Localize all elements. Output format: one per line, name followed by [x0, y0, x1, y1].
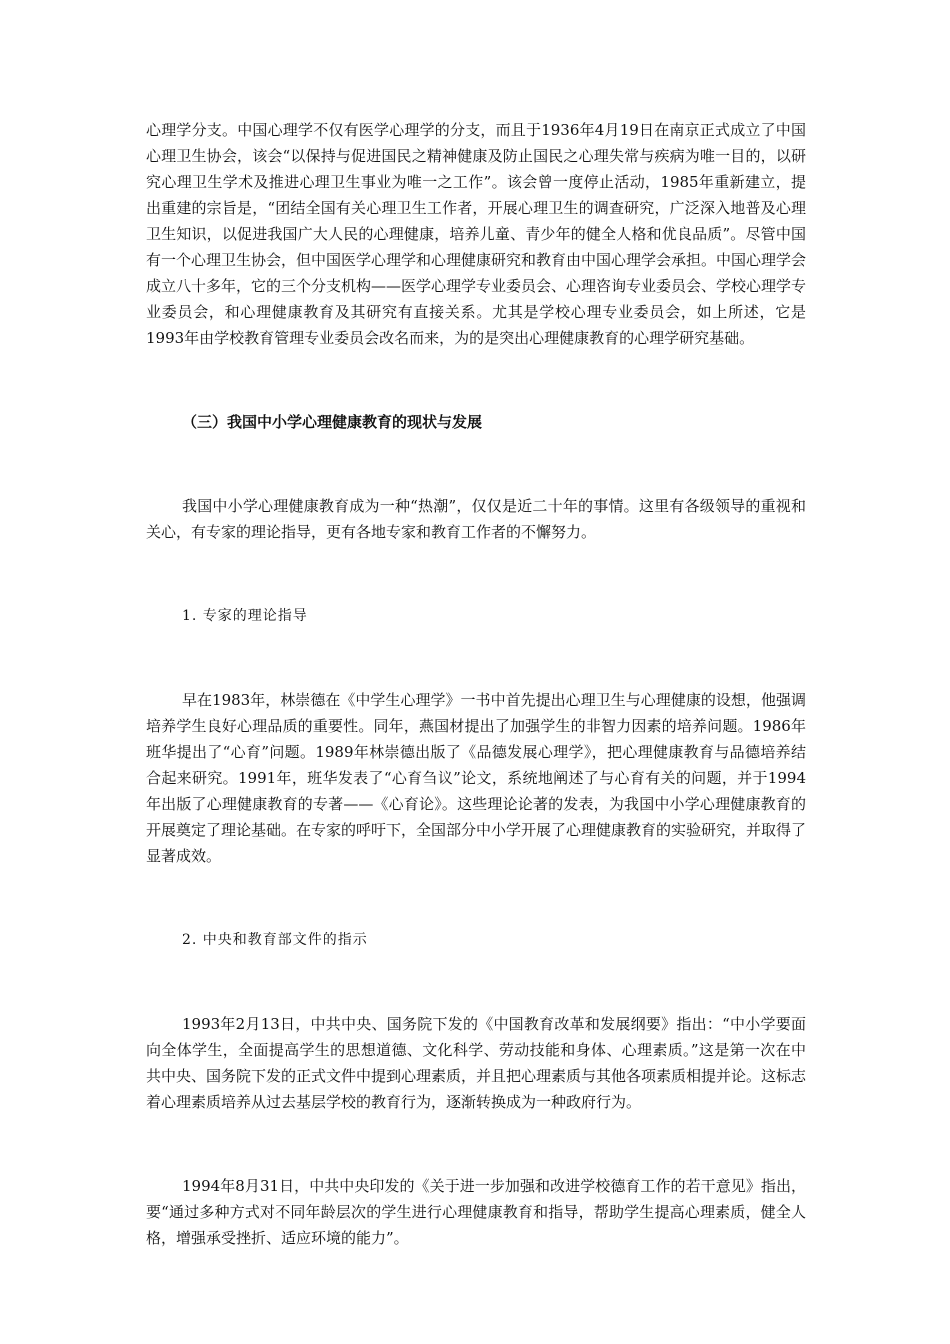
paragraph-mental-health-association: 心理学分支。中国心理学不仅有医学心理学的分支，而且于1936年4月19日在南京正式成立了中国心理卫生协会，该会“以保持与促进国民之精神健康及防止国民之心理失常与疾病为唯一目的，以研究心理卫生学术及推进心理卫生事业为唯一之工作”。该会曾一度停止活动，1985年重新建立，提出重建的宗旨是，“团结全国有关心理卫生工作者，开展心理卫生的调查研究，广泛深入地普及心理卫生知识，以促进我国广大人民的心理健康，培养儿童、青少年的健全人格和优良品质”。尽管中国有一个心理卫生协会，但中国医学心理学和心理健康研究和教育由中国心理学会承担。中国心理学会成立八十多年，它的三个分支机构——医学心理学专业委员会、心理咨询专业委员会、学校心理学专业委员会，和心理健康教育及其研究有直接关系。尤其是学校心理专业委员会，如上所述，它是1993年由学校教育管理专业委员会改名而来，为的是突出心理健康教育的心理学研究基础。 — [146, 121, 807, 347]
subheading-expert-guidance: 1. 专家的理论指导 — [182, 608, 308, 624]
paragraph-1993-outline: 1993年2月13日，中共中央、国务院下发的《中国教育改革和发展纲要》指出：“中小学要面向全体学生，全面提高学生的思想道德、文化科学、劳动技能和身体、心理素质。”这是第一次在中共中央、国务院下发的正式文件中提到心理素质，并且把心理素质与其他各项素质相提并论。这标志着心理素质培养从过去基层学校的教育行为，逐渐转换成为一种政府行为。 — [146, 1015, 807, 1111]
paragraph-1994-opinions: 1994年8月31日，中共中央印发的《关于进一步加强和改进学校德育工作的若干意见》指出，要“通过多种方式对不同年龄层次的学生进行心理健康教育和指导，帮助学生提高心理素质，健全人格，增强承受挫折、适应环境的能力”。 — [146, 1177, 806, 1247]
section-heading: （三）我国中小学心理健康教育的现状与发展 — [182, 413, 483, 431]
document-page — [146, 117, 806, 1251]
subheading-central-documents: 2. 中央和教育部文件的指示 — [182, 932, 368, 948]
paragraph-intro: 我国中小学心理健康教育成为一种“热潮”，仅仅是近二十年的事情。这里有各级领导的重视和关心，有专家的理论指导，更有各地专家和教育工作者的不懈努力。 — [146, 497, 806, 541]
paragraph-expert-guidance: 早在1983年，林崇德在《中学生心理学》一书中首先提出心理卫生与心理健康的设想，他强调培养学生良好心理品质的重要性。同年，燕国材提出了加强学生的非智力因素的培养问题。1986年班华提出了“心育”问题。1989年林崇德出版了《品德发展心理学》，把心理健康教育与品德培养结合起来研究。1991年，班华发表了“心育刍议”论文，系统地阐述了与心育有关的问题，并于1994年出版了心理健康教育的专著——《心育论》。这些理论论著的发表，为我国中小学心理健康教育的开展奠定了理论基础。在专家的呼吁下，全国部分中小学开展了心理健康教育的实验研究，并取得了显著成效。 — [146, 691, 807, 865]
